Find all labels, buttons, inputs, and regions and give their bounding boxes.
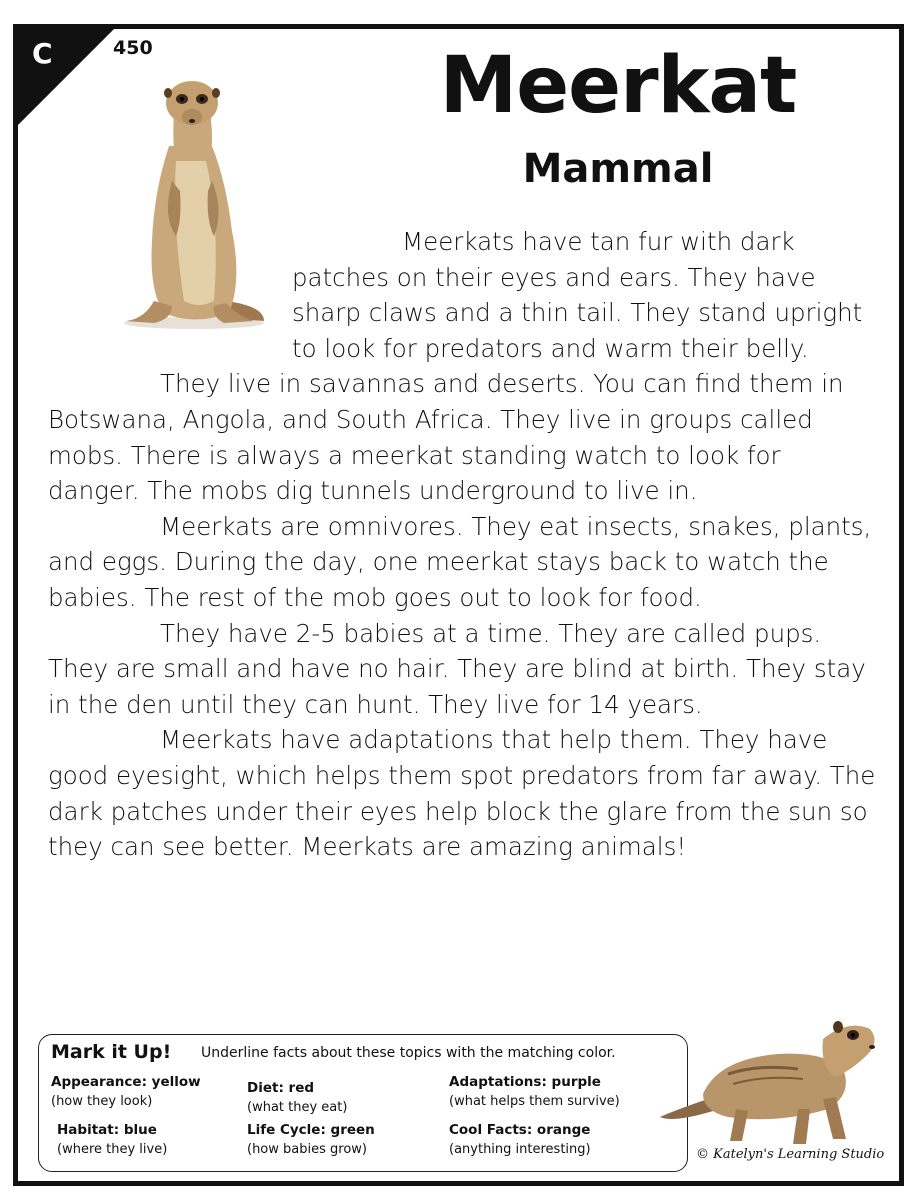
corner-letter: C bbox=[32, 37, 53, 70]
meerkat-crouching-image bbox=[658, 999, 883, 1149]
worksheet-frame bbox=[13, 24, 904, 1186]
paragraph: Meerkats have tan fur with dark patches on their eyes and ears. They have sharp claws and a thin tail. They stand upright to look for predators and warm their belly. bbox=[292, 227, 863, 363]
topic-label: Cool Facts: orange bbox=[449, 1122, 591, 1138]
paragraph: They live in savannas and deserts. You can find them in Botswana, Angola, and South Africa. They live in groups called mobs. There is always a meerkat standing watch to look for danger. The mobs dig tunnels underground to live in. bbox=[48, 369, 844, 506]
topic-life-cycle bbox=[247, 1121, 375, 1159]
topic-label: Life Cycle: green bbox=[247, 1122, 375, 1138]
topic-diet bbox=[247, 1079, 347, 1117]
topic-hint: (what they eat) bbox=[247, 1100, 348, 1115]
paragraph: Meerkats have adaptations that help them. They have good eyesight, which helps them spot predators from far away. The dark patches under their eyes help block the glare from the sun so they can see better. Meerkats are amazing animals! bbox=[48, 725, 876, 862]
copyright-credit: © Katelyn's Learning Studio bbox=[696, 1147, 885, 1162]
paragraph: They have 2-5 babies at a time. They are called pups. They are small and have no hair. They are blind at birth. They stay in the den until they can hunt. They live for 14 years. bbox=[48, 618, 866, 719]
topic-label: Habitat: blue bbox=[57, 1122, 157, 1138]
topic-label: Appearance: yellow bbox=[51, 1074, 201, 1090]
topic-hint: (how they look) bbox=[51, 1094, 153, 1109]
topic-label: Adaptations: purple bbox=[449, 1074, 601, 1090]
topic-hint: (anything interesting) bbox=[449, 1142, 591, 1157]
page-subtitle: Mammal bbox=[522, 146, 714, 192]
topic-hint: (where they live) bbox=[57, 1142, 168, 1157]
reading-level: 450 bbox=[113, 37, 153, 59]
mark-it-up-instruction: Underline facts about these topics with the matching color. bbox=[201, 1045, 616, 1061]
topic-hint: (how babies grow) bbox=[247, 1142, 367, 1157]
topic-cool-facts bbox=[449, 1121, 591, 1159]
mark-it-up-box bbox=[38, 1034, 688, 1172]
topic-label: Diet: red bbox=[247, 1080, 315, 1096]
page-title: Meerkat bbox=[439, 41, 797, 131]
topic-appearance bbox=[51, 1073, 201, 1111]
topic-hint: (what helps them survive) bbox=[449, 1094, 620, 1109]
paragraph: Meerkats are omnivores. They eat insects, snakes, plants, and eggs. During the day, one meerkat stays back to watch the babies. The rest of the mob goes out to look for food. bbox=[48, 511, 872, 612]
topic-adaptations bbox=[449, 1073, 620, 1111]
topic-habitat bbox=[57, 1121, 167, 1159]
mark-it-up-title: Mark it Up! bbox=[51, 1041, 172, 1063]
reading-passage bbox=[48, 224, 878, 865]
